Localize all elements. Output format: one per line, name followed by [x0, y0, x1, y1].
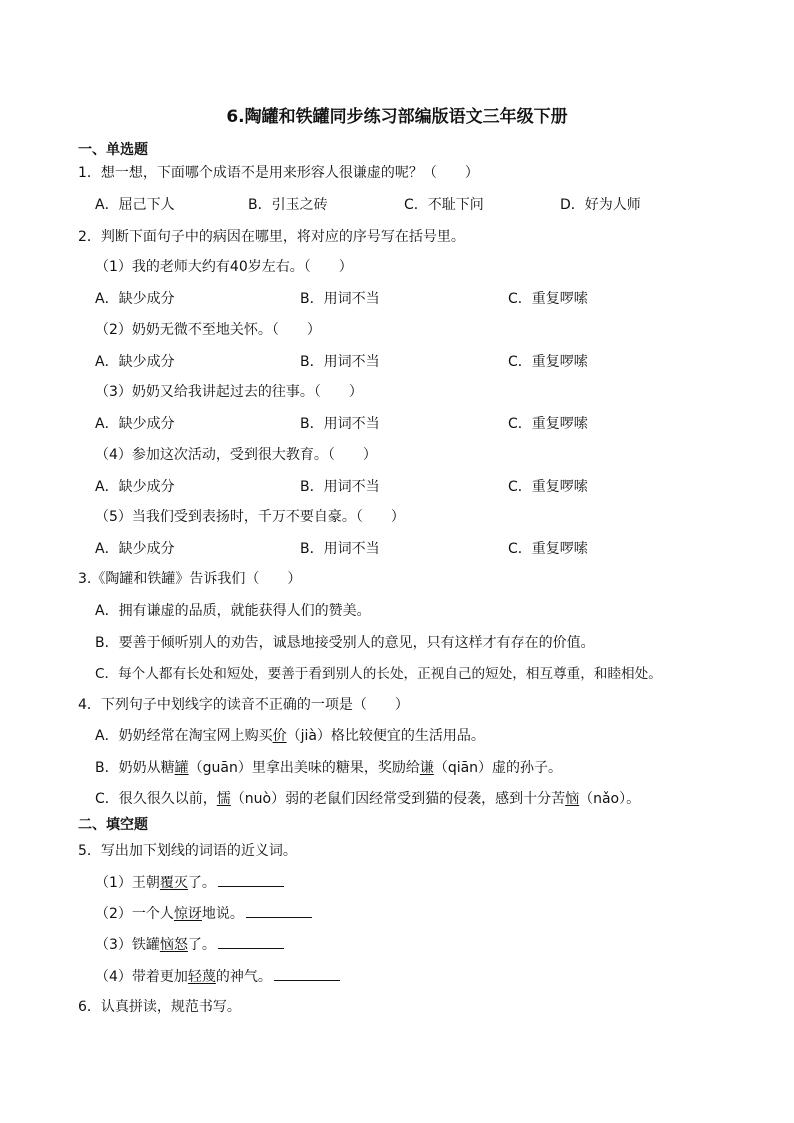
q5-4-answer-blank[interactable] [274, 966, 340, 981]
question-5-stem: 5．写出加下划线的词语的近义词。 [78, 843, 297, 859]
q2-2-option-a[interactable]: A．缺少成分 [95, 354, 175, 370]
q4-a-text: A．奶奶经常在淘宝网上购买 [95, 728, 273, 744]
q2-4-option-a[interactable]: A．缺少成分 [95, 479, 175, 495]
q4-c-text-mid: （nuò）弱的老鼠们因经常受到猫的侵袭，感到十分苦 [230, 791, 566, 807]
q4-b-text-mid: （guān）里拿出美味的糖果，奖励给 [188, 760, 420, 776]
q5-4-text-rest: 的神气。 [215, 969, 272, 985]
q5-4-text: （4）带着更加 [95, 969, 188, 985]
q2-2-option-b[interactable]: B．用词不当 [300, 354, 380, 370]
q4-a-underlined-char: 价 [272, 728, 287, 744]
q5-1-text: （1）王朝 [95, 875, 160, 891]
q5-2-underlined-word: 惊讶 [173, 906, 202, 922]
q5-sub-3 [95, 934, 284, 955]
q2-4-option-b[interactable]: B．用词不当 [300, 479, 380, 495]
q2-sub-2: （2）奶奶无微不至地关怀。（ ） [95, 322, 321, 338]
q2-3-option-a[interactable]: A．缺少成分 [95, 416, 175, 432]
q2-sub-1: （1）我的老师大约有40岁左右。（ ） [95, 259, 353, 275]
q2-5-option-b[interactable]: B．用词不当 [300, 541, 380, 557]
q4-c-text: C．很久很久以前， [95, 791, 217, 807]
q5-sub-4 [95, 966, 340, 987]
q5-1-answer-blank[interactable] [218, 872, 284, 887]
q2-5-option-a[interactable]: A．缺少成分 [95, 541, 175, 557]
q5-sub-1 [95, 872, 284, 893]
q4-c-text-rest: （nǎo）。 [579, 791, 641, 807]
q5-2-text: （2）一个人 [95, 906, 174, 922]
q5-sub-2 [95, 903, 312, 924]
q4-option-a[interactable] [95, 726, 485, 746]
q4-b-text-rest: （qiān）虚的孙子。 [433, 760, 563, 776]
q5-4-underlined-word: 轻蔑 [187, 969, 216, 985]
q2-3-option-b[interactable]: B．用词不当 [300, 416, 380, 432]
q5-1-underlined-word: 覆灭 [159, 875, 188, 891]
q5-1-text-rest: 了。 [187, 875, 216, 891]
question-3-stem: 3.《陶罐和铁罐》告诉我们（ ） [78, 571, 302, 587]
q2-sub-3: （3）奶奶又给我讲起过去的往事。（ ） [95, 384, 363, 400]
q3-option-c[interactable]: C．每个人都有长处和短处，要善于看到别人的长处，正视自己的短处，相互尊重，和睦相处。 [95, 666, 662, 682]
q2-1-option-b[interactable]: B．用词不当 [300, 291, 380, 307]
q1-option-d[interactable]: D．好为人师 [560, 197, 641, 213]
q5-3-underlined-word: 恼怒 [159, 937, 188, 953]
q2-2-option-c[interactable]: C．重复啰嗦 [508, 354, 588, 370]
q1-option-a[interactable]: A．屈己下人 [95, 197, 175, 213]
q5-2-text-rest: 地说。 [201, 906, 244, 922]
question-2-stem: 2．判断下面句子中的病因在哪里，将对应的序号写在括号里。 [78, 229, 465, 245]
q4-a-text-rest: （jià）格比较便宜的生活用品。 [286, 728, 485, 744]
page-title: 6.陶罐和铁罐同步练习部编版语文三年级下册 [226, 107, 568, 127]
section-heading-single-choice: 一、单选题 [78, 142, 148, 158]
question-6-stem: 6．认真拼读，规范书写。 [78, 999, 241, 1015]
q2-1-option-a[interactable]: A．缺少成分 [95, 291, 175, 307]
q2-sub-4: （4）参加这次活动，受到很大教育。（ ） [95, 447, 377, 463]
q5-3-text: （3）铁罐 [95, 937, 160, 953]
question-4-stem: 4．下列句子中划线字的读音不正确的一项是（ ） [78, 697, 409, 713]
q2-1-option-c[interactable]: C．重复啰嗦 [508, 291, 588, 307]
q5-2-answer-blank[interactable] [246, 903, 312, 918]
q2-5-option-c[interactable]: C．重复啰嗦 [508, 541, 588, 557]
question-1-stem: 1．想一想，下面哪个成语不是用来形容人很谦虚的呢？（ ） [78, 165, 479, 181]
q2-3-option-c[interactable]: C．重复啰嗦 [508, 416, 588, 432]
q5-3-answer-blank[interactable] [218, 934, 284, 949]
q2-sub-5: （5）当我们受到表扬时，千万不要自豪。（ ） [95, 509, 405, 525]
q3-option-b[interactable]: B．要善于倾听别人的劝告，诚恳地接受别人的意见，只有这样才有存在的价值。 [95, 635, 595, 651]
q4-option-b[interactable] [95, 758, 562, 778]
q4-b-text: B．奶奶从糖 [95, 760, 175, 776]
q3-option-a[interactable]: A．拥有谦虚的品质，就能获得人们的赞美。 [95, 603, 371, 619]
q4-b-underlined-char-1: 罐 [174, 760, 189, 776]
q2-4-option-c[interactable]: C．重复啰嗦 [508, 479, 588, 495]
section-heading-fill-blank: 二、填空题 [78, 817, 148, 833]
q4-c-underlined-char-1: 懦 [216, 791, 231, 807]
q5-3-text-rest: 了。 [187, 937, 216, 953]
q4-b-underlined-char-2: 谦 [419, 760, 434, 776]
q1-option-b[interactable]: B．引玉之砖 [248, 197, 328, 213]
q4-option-c[interactable] [95, 789, 640, 809]
q1-option-c[interactable]: C．不耻下问 [404, 197, 484, 213]
q4-c-underlined-char-2: 恼 [565, 791, 580, 807]
